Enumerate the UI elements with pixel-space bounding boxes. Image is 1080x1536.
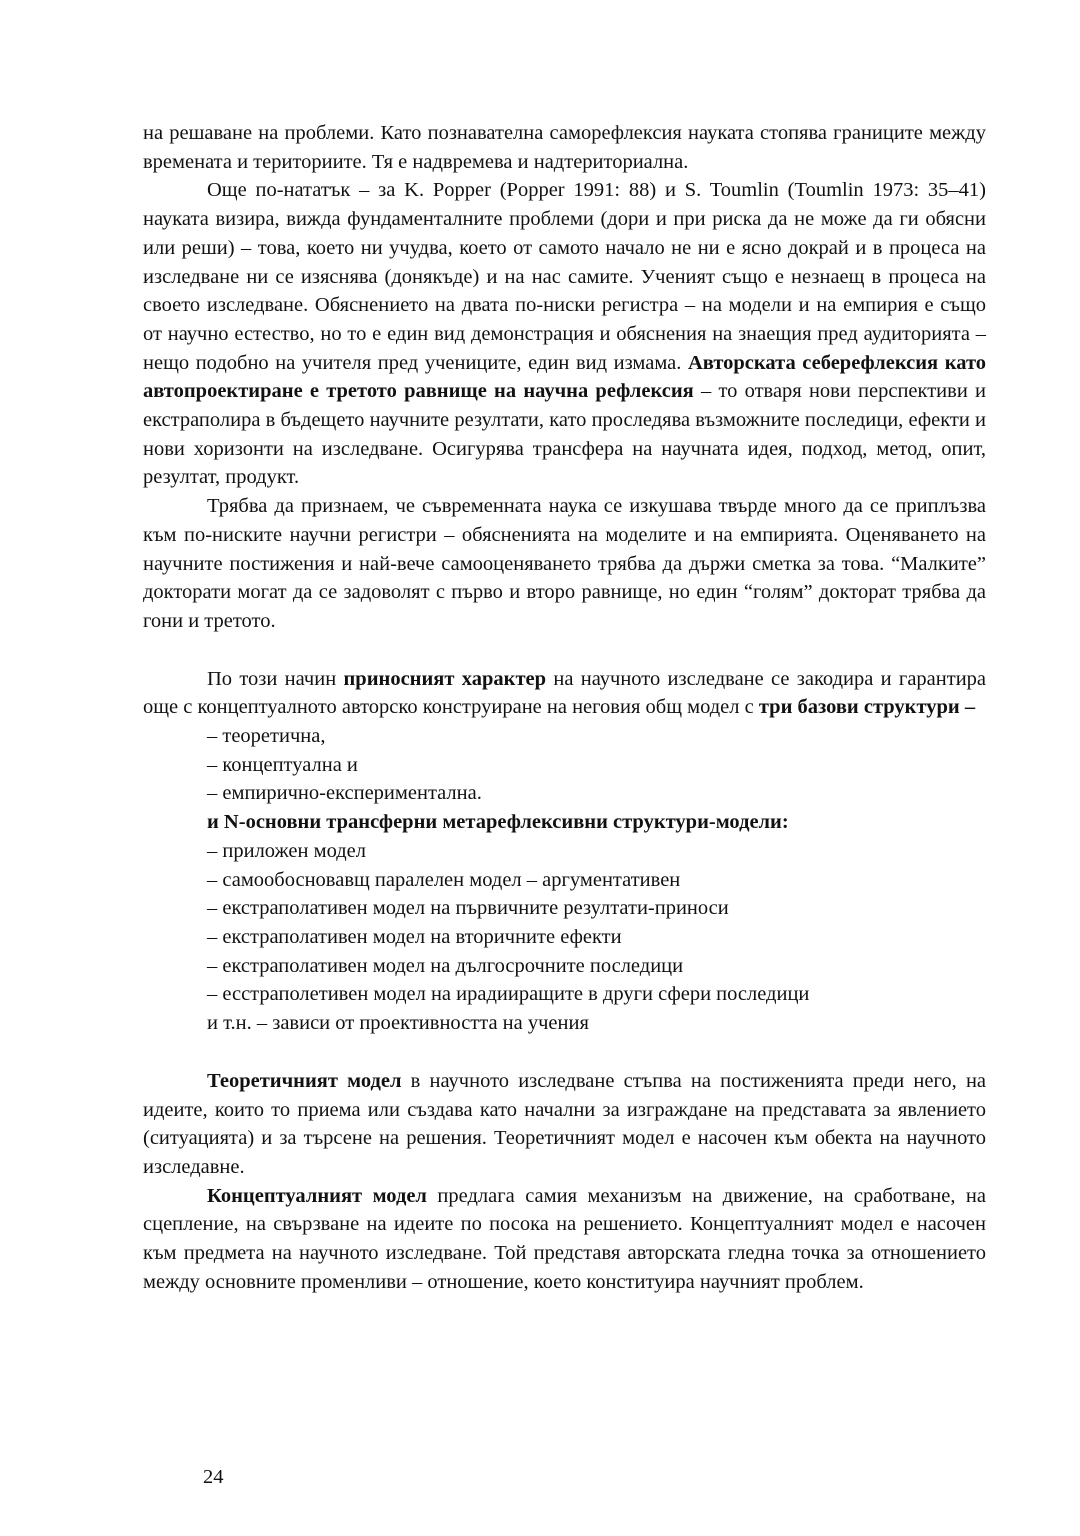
paragraph-2 — [143, 176, 986, 492]
list-item: – есстраполетивен модел на ирадииращите в други сфери последици — [207, 983, 810, 1006]
paragraph-4-text-b: на научното изследване се закодира и гарантира още с концептуалното авторско конструиране на неговия общ модел с — [143, 667, 987, 719]
paragraph-4-text-a: По този начин — [207, 667, 337, 690]
base-structures-list — [143, 722, 986, 1038]
list-item: – екстраполативен модел на първичните резултати-приноси — [207, 897, 729, 920]
paragraph-6 — [143, 1182, 986, 1297]
page-number: 24 — [203, 1466, 224, 1488]
paragraph-5-bold: Теоретичният модел — [207, 1069, 402, 1092]
paragraph-5 — [143, 1067, 986, 1182]
paragraph-3-text: Трябва да признаем, че съвременната наука се изкушава твърде много да се приплъзва към по-ниските научни регистри – обясненията на моделите и на емпирията. Оценяването на научните постижения и най-вече самооценяването трябва да държи сметка за това. “Малките” докторати могат да се задоволят с първо и второ равнище, но един “голям” докторат трябва да гони и третото. — [143, 495, 986, 632]
page-body — [143, 119, 986, 1296]
meta-heading-text: и N-основни трансферни метарефлексивни структури-модели: — [207, 811, 789, 834]
paragraph-6-text: предлага самия механизъм на движение, на сработване, на сцепление, на свързване на идеите по посока на решението. Концептуалният модел е насочен към предмета на научното изследване. Той представя авторската гледна точка за отношението между основните променливи – отношение, което конституира научният проблем. — [143, 1184, 986, 1293]
paragraph-4-bold-2: три базови структури – — [758, 696, 976, 719]
paragraph-5-text: в научното изследване стъпва на постиженията преди него, на идеите, които то приема или създава като начални за изграждане на представата за явлението (ситуацията) и за търсене на решения. Теоретичният модел е насочен към обекта на научното изследавне. — [143, 1069, 987, 1178]
meta-tail: и т.н. – зависи от проективността на учения — [207, 1012, 589, 1035]
list-item: – екстраполативен модел на дългосрочните последици — [207, 954, 684, 977]
paragraph-4-bold-1: приносният характер — [343, 667, 547, 690]
paragraph-2-text: Още по-нататък – за K. Popper (Popper 1991: 88) и S. Toumlin (Toumlin 1973: 35–41) науката визира, вижда фундаменталните проблеми (дори и при риска да не може да ги обясни или реши) – това, което ни учудва, което от самото начало не ни е ясно докрай и в процеса на изследване ни се изяснява (донякъде) и на нас самите. Ученият също е незнаещ в процеса на своето изследване. Обяснението на двата по-ниски регистра – на модели и на емпирия е също от научно естество, но то е един вид демонстрация и обяснения на знаещия пред аудиторията – нещо подобно на учителя пред учениците, един вид измама. — [143, 179, 986, 374]
paragraph-1 — [143, 119, 986, 176]
list-item: – концептуална и — [207, 753, 358, 776]
list-item: – емпирично-експериментална. — [207, 782, 482, 805]
list-item: – приложен модел — [207, 839, 367, 862]
paragraph-2-end: – то отваря нови перспективи и екстраполира в бъдещето научните резултати, като проследява възможните последици, ефекти и нови хоризонти на изследване. Осигурява трансфера на научната идея, подход, метод, опит, резултат, продукт. — [143, 380, 986, 489]
spacer — [143, 1038, 986, 1067]
paragraph-4 — [143, 665, 986, 722]
paragraph-6-bold: Концептуалният модел — [207, 1184, 427, 1207]
paragraph-3 — [143, 492, 986, 636]
meta-heading — [207, 808, 986, 837]
paragraph-2-bold: Авторската себерефлексия като автопроектиране е третото равнище на научна рефлексия — [143, 351, 986, 403]
list-item: – самообосновавщ паралелен модел – аргументативен — [207, 868, 681, 891]
paragraph-1-text: на решаване на проблеми. Като познавателна саморефлексия науката стопява границите между времената и териториите. Тя е надвремева и надтериториална. — [143, 122, 986, 173]
spacer — [143, 636, 986, 665]
list-item: – екстраполативен модел на вторичните ефекти — [207, 925, 622, 948]
list-item: – теоретична, — [207, 725, 326, 748]
